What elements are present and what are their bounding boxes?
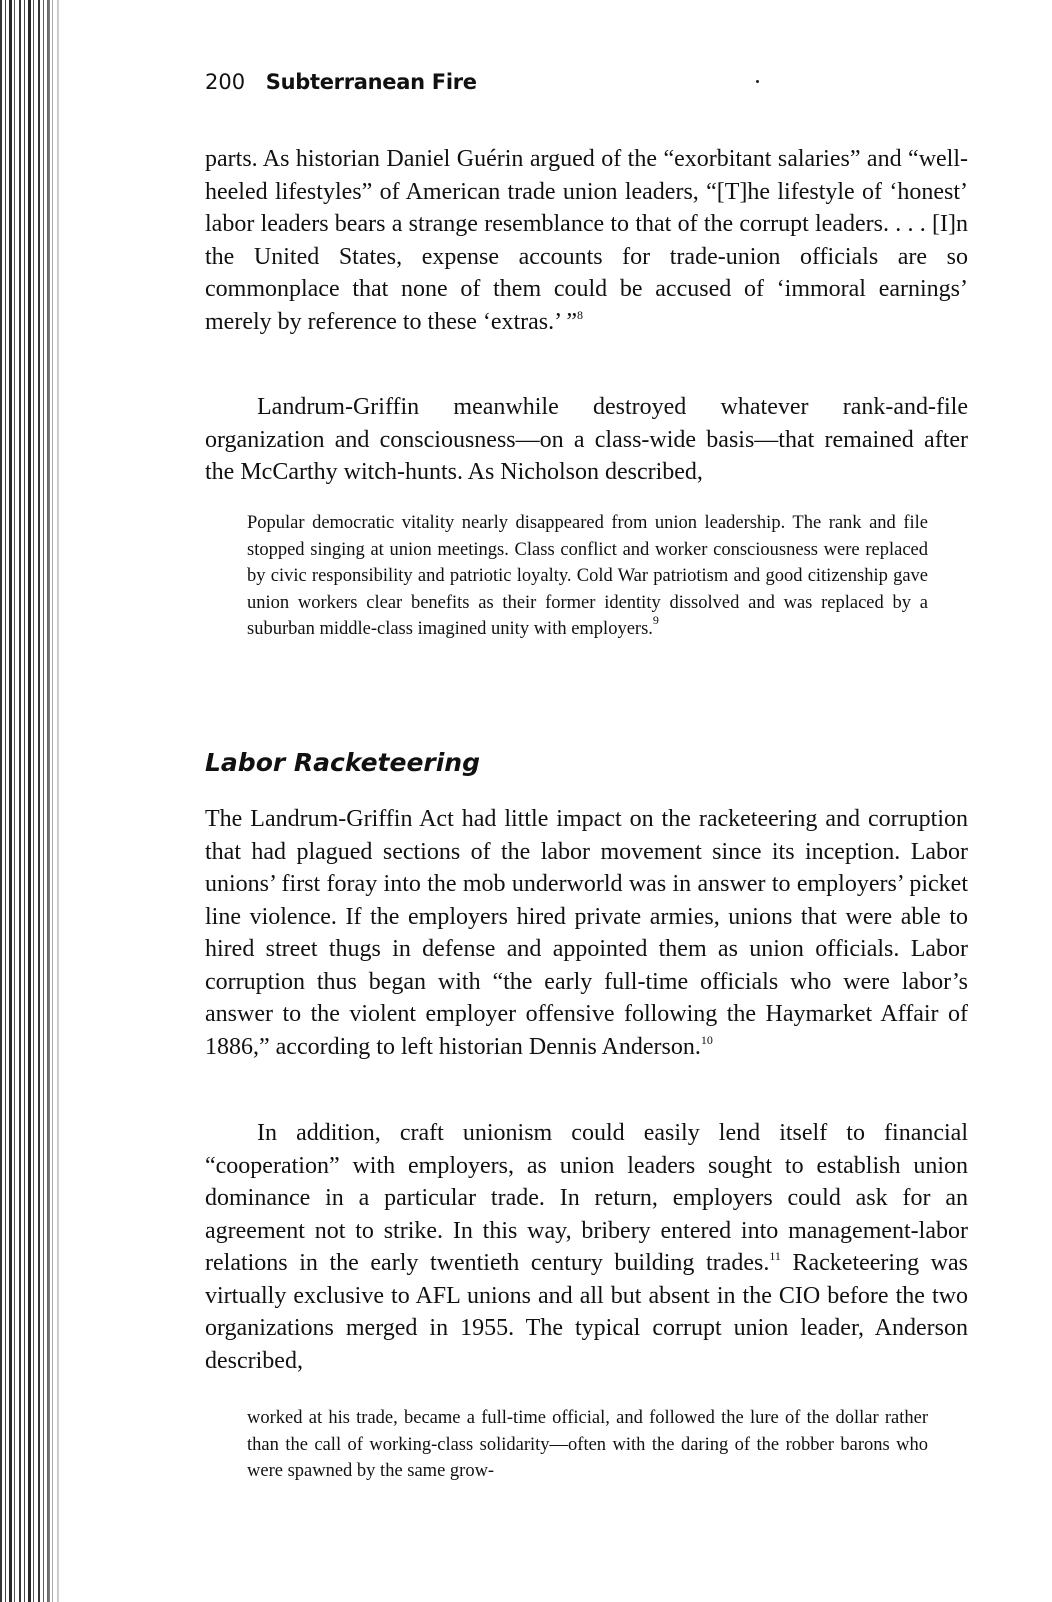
quote-text: Popular democratic vitality nearly disappeared from union leadership. The rank and file stopped singing at union meetings. Class conflict and worker consciousness were replaced by civic responsibility and patriotic loyalty. Cold War patriotism and good citizenship gave union workers clear benefits as their former identity dissolved and was replaced by a suburban middle-class imagined unity with employers.: [247, 513, 928, 639]
opening-paragraph-block: [205, 143, 968, 338]
block-quote-anderson: worked at his trade, became a full-time official, and followed the lure of the dollar rather than the call of working-class solidarity—often with the daring of the robber barons who were spawned by the same grow-: [247, 1408, 928, 1481]
paragraph-text: In addition, craft unionism could easily lend itself to financial “cooperation” with employers, as union leaders sought to establish union dominance in a particular trade. In return, employers could ask for an agreement not to strike. In this way, bribery entered into management-labor relations in the early twentieth century building trades.: [205, 1120, 968, 1276]
scan-speck: [756, 80, 759, 83]
footnote-marker: 8: [577, 307, 584, 322]
paragraph-text: parts. As historian Daniel Guérin argued of the “exorbitant salaries” and “well-heeled lifestyles” of American trade union leaders, “[T]he lifestyle of ‘honest’ labor leaders bears a strange resemblance to that of the corrupt leaders. . . . [I]n the United States, expense accounts for trade-union officials are so commonplace that none of them could be accused of ‘immoral earnings’ merely by reference to these ‘extras.’ ”: [205, 146, 968, 335]
anderson-quote-block: [205, 1405, 968, 1485]
paragraph-craft-unionism: [205, 1117, 968, 1377]
section-heading-block: [205, 748, 968, 777]
scan-binding-fade: [40, 0, 64, 1602]
footnote-marker: 11: [769, 1249, 781, 1263]
paragraph-racketeering: [205, 803, 968, 1063]
running-title: Subterranean Fire: [265, 70, 477, 94]
landrum-paragraph-block: [205, 391, 968, 489]
block-quote-nicholson: [205, 510, 968, 643]
racketeering-paragraph-block: [205, 803, 968, 1063]
nicholson-quote-block: [205, 510, 968, 643]
paragraph-landrum-griffin: Landrum-Griffin meanwhile destroyed whatever rank-and-file organization and consciousness—on a class-wide basis—that remained after the McCarthy witch-hunts. As Nicholson described,: [205, 394, 968, 485]
page-number: 200: [205, 70, 246, 94]
paragraph-text: The Landrum-Griffin Act had little impact on the racketeering and corruption that had plagued sections of the labor movement since its inception. Labor unions’ first foray into the mob underworld was in answer to employers’ picket line violence. If the employers hired private armies, unions that were able to hired street thugs in defense and appointed them as union officials. Labor corruption thus began with “the early full-time officials who were labor’s answer to the violent employer offensive following the Haymarket Affair of 1886,” according to left historian Dennis Anderson.: [205, 806, 968, 1060]
footnote-marker: 10: [700, 1032, 713, 1047]
paragraph-text-continued: Racketeering was virtually exclusive to AFL unions and all but absent in the CIO before the two organizations merged in 1955. The typical corrupt union leader, Anderson described,: [205, 1250, 968, 1374]
footnote-marker: 9: [652, 613, 659, 627]
running-header: [205, 70, 477, 94]
paragraph-continued: [205, 143, 968, 338]
craft-unionism-paragraph-block: [205, 1117, 968, 1377]
section-heading: Labor Racketeering: [205, 748, 480, 777]
